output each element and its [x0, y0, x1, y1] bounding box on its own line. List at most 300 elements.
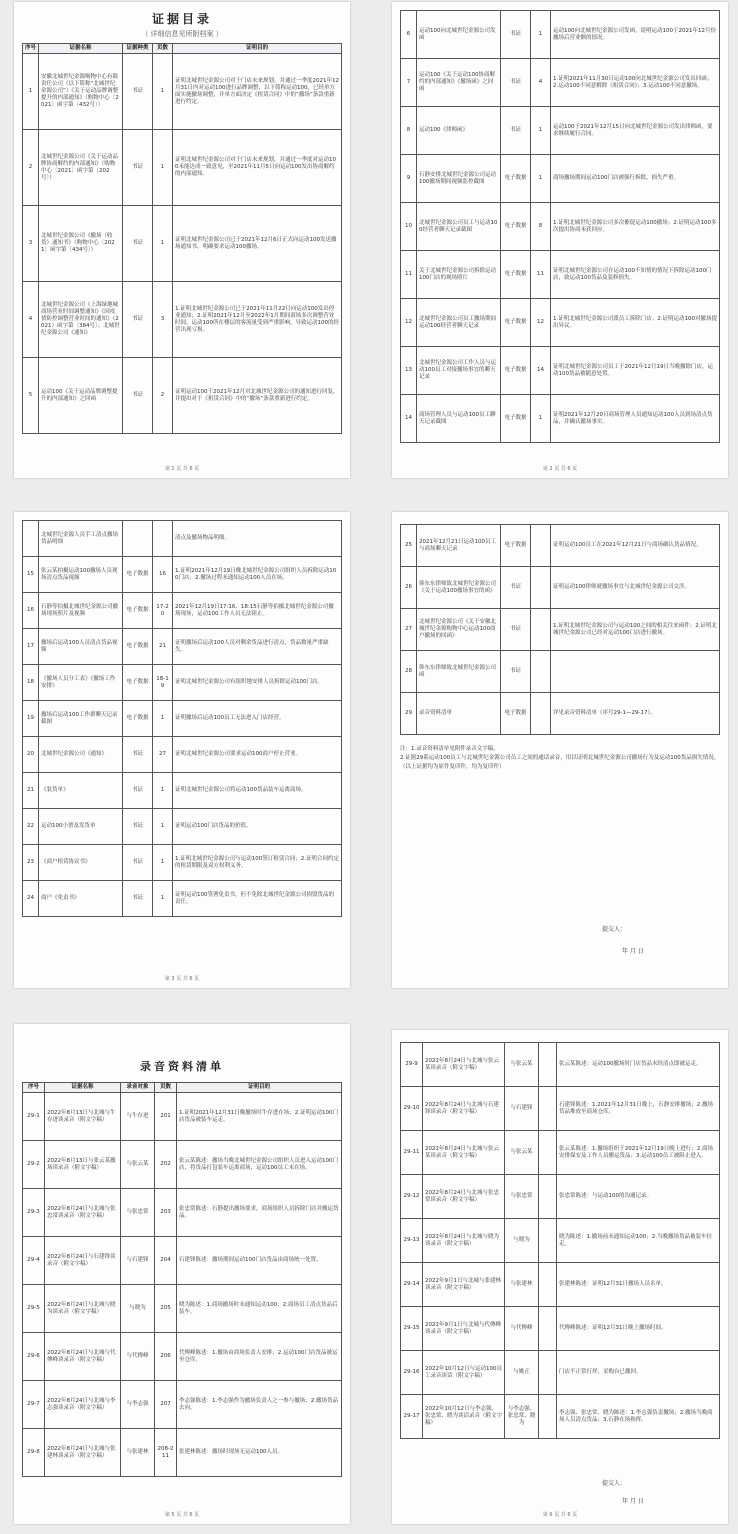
- proof-purpose: 运动100向北城世纪金源公司发函，说明运动100于2021年12月份撤场后营业额的情况。: [551, 11, 720, 59]
- table-row: [23, 1429, 342, 1477]
- row-number: 12: [401, 299, 417, 347]
- page-count: 205: [155, 1285, 177, 1333]
- proof-purpose: 晓为陈述：1.撤场前未通知运动100；2.当晚撤场货品被装车拉走。: [557, 1219, 720, 1263]
- evidence-type: 书证: [501, 107, 531, 155]
- recording-subject: 与张忠常: [505, 1175, 539, 1219]
- row-number: 29-5: [23, 1285, 45, 1333]
- row-number: 29-10: [401, 1087, 423, 1131]
- recording-name: 2022年9月1日与北城与张建林谈录音（附文字稿）: [423, 1263, 505, 1307]
- table-row: [23, 593, 342, 629]
- table-row: [23, 1141, 342, 1189]
- evidence-name: 运动100向北城世纪金源公司发函: [417, 11, 501, 59]
- proof-purpose: 张忠常陈述：石静提出撤场要求，商场组织人员拆除门店并搬运货品。: [177, 1189, 342, 1237]
- page-count: 202: [155, 1141, 177, 1189]
- column-header: 页数: [153, 44, 173, 54]
- proof-purpose: 证明北城世纪金源公司对于门店未来规划，并通过一季度2021年12月31日内对运动100进行品牌调整，以下简称运动100，已经单方面实施撤场调整，并单方面决定《租赁合同》中的“撤场”条款重新进行约定。: [173, 54, 342, 130]
- evidence-table-4: [400, 524, 720, 735]
- table-row: [401, 1351, 720, 1395]
- page-count: 1: [153, 845, 173, 881]
- recording-subject: 与晓为: [505, 1219, 539, 1263]
- table-row: [401, 525, 720, 567]
- page-count: 1: [153, 773, 173, 809]
- proof-purpose: 证明运动100律师就撤场事宜与北城世纪金源公司交涉。: [551, 567, 720, 609]
- recording-subject: 与姚正: [505, 1351, 539, 1395]
- row-number: 24: [23, 881, 39, 917]
- evidence-type: 书证: [123, 773, 153, 809]
- page-count: 1: [153, 881, 173, 917]
- row-number: 29-11: [401, 1131, 423, 1175]
- row-number: 29-15: [401, 1307, 423, 1351]
- row-number: 29-7: [23, 1381, 45, 1429]
- page-count: [539, 1307, 557, 1351]
- proof-purpose: 证明北城世纪金源公司在运动100不知情的情况下拆除运动100门店，致运动100货品及装修损失。: [551, 251, 720, 299]
- recording-name: 2022年8月24日与北城与石建锋谈录音（附文字稿）: [423, 1087, 505, 1131]
- evidence-type: 书证: [123, 130, 153, 206]
- proof-purpose: 详见录音资料清单（序号29-1—29-17）。: [551, 693, 720, 735]
- page-count: [531, 525, 551, 567]
- evidence-type: 电子数据: [501, 251, 531, 299]
- evidence-type: 电子数据: [501, 203, 531, 251]
- submitter-label: 提交人：: [602, 926, 627, 933]
- table-row: [23, 1333, 342, 1381]
- row-number: 2: [23, 130, 39, 206]
- recording-name: 2022年8月24日与北城与张忠常谈录音（附文字稿）: [45, 1189, 121, 1237]
- recording-name: 2022年8月24日与北城与晓为谈录音（附文字稿）: [423, 1219, 505, 1263]
- table-row: [401, 1043, 720, 1087]
- row-number: 29-16: [401, 1351, 423, 1395]
- table-row: [401, 299, 720, 347]
- page-count: 2: [153, 358, 173, 434]
- evidence-type: 电子数据: [123, 629, 153, 665]
- page-count: 201: [155, 1093, 177, 1141]
- recording-name: 2022年8月24日与北城与张忠常谈录音（附文字稿）: [423, 1175, 505, 1219]
- row-number: 17: [23, 629, 39, 665]
- evidence-name: 北城世纪金源公司员工与运动100经营者聊天记录截图: [417, 203, 501, 251]
- row-number: [23, 521, 39, 557]
- recording-subject: 与代傳峰: [505, 1307, 539, 1351]
- table-row: [23, 130, 342, 206]
- row-number: 14: [401, 395, 417, 443]
- table-row: [23, 1093, 342, 1141]
- page-footer: 第 5 页 共 6 页: [164, 1512, 200, 1518]
- evidence-name: 北城世纪金源公司《上海绿地城商场营业时间调整通知》《因疫情防控调整营业时间的通知》（2021）函字第〔384号〕；北城世纪金源公司《通知》: [39, 282, 123, 358]
- proof-purpose: 证明北城世纪金源公司已于2021年12月6日正式向运动100发送撤场通知书，明确要求运动100撤场。: [173, 206, 342, 282]
- table-row: [401, 203, 720, 251]
- evidence-name: 撤场后运动100人员清点货品视频: [39, 629, 123, 665]
- table-row: [401, 1263, 720, 1307]
- row-number: 21: [23, 773, 39, 809]
- evidence-type: 电子数据: [501, 693, 531, 735]
- table-row: [401, 651, 720, 693]
- evidence-type: 书证: [123, 845, 153, 881]
- table-row: [23, 737, 342, 773]
- proof-purpose: 张云某陈述：1.撤场组织于2021年12月19日晚上进行；2.商场安排保安及工作人员搬运货品；3.运动100员工被阻止进入。: [557, 1131, 720, 1175]
- page-count: 1: [153, 701, 173, 737]
- row-number: 1: [23, 54, 39, 130]
- recording-subject: 与李志强: [121, 1381, 155, 1429]
- evidence-name: 北城世纪金源公司《关于安徽北城世纪金源购物中心运动100商户撤场的回函》: [417, 609, 501, 651]
- date-label: 年 月 日: [622, 1498, 644, 1505]
- page-count: 1: [153, 809, 173, 845]
- evidence-name: 北城世纪金源公司《撤场（收货）通知书》（购物中心〔2021〕函字第〔434号〕）: [39, 206, 123, 282]
- row-number: 18: [23, 665, 39, 701]
- proof-purpose: 1.证明北城世纪金源公司与运动100之间的相关往来函件；2.证明北城世纪金源公司已经对运动100门店进行撤场。: [551, 609, 720, 651]
- row-number: 29-13: [401, 1219, 423, 1263]
- page-footer: 第 3 页 共 6 页: [164, 976, 200, 982]
- column-header: 证明目的: [173, 44, 342, 54]
- evidence-type: 书证: [501, 11, 531, 59]
- row-number: 29-3: [23, 1189, 45, 1237]
- row-number: 29: [401, 693, 417, 735]
- submitter-label: 提交人：: [602, 1480, 627, 1487]
- table-row: [401, 1087, 720, 1131]
- row-number: 29-17: [401, 1395, 423, 1439]
- column-header: 证据名称: [39, 44, 123, 54]
- recording-name: 2022年10月12日与李志强、张忠常、晓为谈话录音（附文字稿）: [423, 1395, 505, 1439]
- page-title: 证据目录: [151, 12, 212, 26]
- recording-subject: 与张建林: [505, 1263, 539, 1307]
- column-header: 证据名称: [45, 1083, 121, 1093]
- page-count: [153, 521, 173, 557]
- row-number: 29-6: [23, 1333, 45, 1381]
- table-row: [23, 881, 342, 917]
- proof-purpose: 1.证明2021年12月31日晚撤场时牛存进在场；2.证明运动100门店货品被装车运走。: [177, 1093, 342, 1141]
- evidence-type: 电子数据: [501, 525, 531, 567]
- proof-purpose: 证明运动100签署免责书，但不免除北城世纪金源公司损毁货品的责任。: [173, 881, 342, 917]
- recording-subject: 与张建林: [121, 1429, 155, 1477]
- evidence-type: 电子数据: [501, 347, 531, 395]
- recording-name: 2022年8月24日与石建锋谈录音（附文字稿）: [45, 1237, 121, 1285]
- note-line: 2.证据29系运动100员工与北城世纪金源公司员工之间的通话录音，用以证明北城世纪金源公司撤场行为及运动100货品损失情况。: [400, 755, 720, 761]
- proof-purpose: 石建锋陈述：撤场期间运动100门店货品由商场统一处置。: [177, 1237, 342, 1285]
- page-count: [539, 1087, 557, 1131]
- page-count: 1: [531, 155, 551, 203]
- page-6: [392, 1030, 728, 1524]
- recording-name: 2022年8月24日与北城与李志强谈录音（附文字稿）: [45, 1381, 121, 1429]
- evidence-table-3: [22, 520, 342, 917]
- page-1: [14, 2, 350, 478]
- table-row: [401, 1175, 720, 1219]
- proof-purpose: 代傳峰陈述：1.撤场由商场负责人安排；2.运动100门店货品被运至仓库。: [177, 1333, 342, 1381]
- row-number: 22: [23, 809, 39, 845]
- evidence-type: 书证: [123, 809, 153, 845]
- table-row: [23, 773, 342, 809]
- evidence-type: [123, 521, 153, 557]
- column-header: 证明目的: [177, 1083, 342, 1093]
- evidence-type: 电子数据: [123, 665, 153, 701]
- page-count: 17-20: [153, 593, 173, 629]
- row-number: 28: [401, 651, 417, 693]
- evidence-name: 北城世纪金源人员手工清点撤场货品明细: [39, 521, 123, 557]
- recording-subject: 与代傳峰: [121, 1333, 155, 1381]
- page-count: [539, 1351, 557, 1395]
- notes-section: [400, 745, 720, 772]
- page-count: [531, 567, 551, 609]
- proof-purpose: 证明北城世纪金源公司对于门店未来规划，并通过一季度对运动100未能达成一致意见，至2021年11月5日向运动100发出协商解约的内部通知。: [173, 130, 342, 206]
- recording-table-1: [22, 1082, 342, 1477]
- proof-purpose: 1.证明北城世纪金源公司与运动100签订租赁合同；2.证明合同约定的租赁期限及双方权利义务。: [173, 845, 342, 881]
- page-count: [539, 1043, 557, 1087]
- table-row: [401, 1395, 720, 1439]
- table-row: [23, 206, 342, 282]
- date-label: 年 月 日: [622, 948, 644, 955]
- page-count: [531, 651, 551, 693]
- table-row: [401, 11, 720, 59]
- row-number: 4: [23, 282, 39, 358]
- table-row: [23, 557, 342, 593]
- evidence-type: 电子数据: [123, 701, 153, 737]
- recording-name: 2022年8月24日与北城与代傳峰谈录音（附文字稿）: [45, 1333, 121, 1381]
- recording-name: 2022年8月24日与北城与张云某谈录音（附文字稿）: [423, 1131, 505, 1175]
- evidence-type: 电子数据: [501, 155, 531, 203]
- column-header: 序号: [23, 44, 39, 54]
- proof-purpose: 证明北城世纪金源公司将运动100货品装车运离商场。: [173, 773, 342, 809]
- proof-purpose: 李志强、张忠常、晓为陈述：1.李志强负责撤场；2.撤场当晚商场人员清点货品；3.石静在场指挥。: [557, 1395, 720, 1439]
- evidence-name: 关于北城世纪金源公司拆除运动100门店的现场照片: [417, 251, 501, 299]
- column-header: 序号: [23, 1083, 45, 1093]
- table-row: [23, 282, 342, 358]
- page-count: 27: [153, 737, 173, 773]
- row-number: 9: [401, 155, 417, 203]
- page-title: 录音资料清单: [140, 1060, 224, 1073]
- page-2: [392, 2, 728, 478]
- table-row: [23, 665, 342, 701]
- table-row: [401, 59, 720, 107]
- evidence-type: 书证: [123, 881, 153, 917]
- proof-purpose: 证明北城世纪金源公司有组织地安排人员拆除运动100门店。: [173, 665, 342, 701]
- row-number: 23: [23, 845, 39, 881]
- row-number: 25: [401, 525, 417, 567]
- table-row: [23, 845, 342, 881]
- evidence-name: 《装货单》: [39, 773, 123, 809]
- proof-purpose: 证明撤场后运动100人员对剩余货品进行清点，货品数量严重缺失。: [173, 629, 342, 665]
- table-row: [401, 155, 720, 203]
- page-count: [539, 1395, 557, 1439]
- proof-purpose: 李志强陈述：1.李志强作为撤场负责人之一参与撤场；2.撤场货品去向。: [177, 1381, 342, 1429]
- page-count: 208-211: [155, 1429, 177, 1477]
- proof-purpose: 商场撤场期间运动100门店被强行拆除，损失严重。: [551, 155, 720, 203]
- column-header: 页数: [155, 1083, 177, 1093]
- proof-purpose: 1.证明2021年12月19日晚北城世纪金源公司组织人员拆除运动100门店；2.撤场过程未通知运动100人员在场。: [173, 557, 342, 593]
- row-number: 11: [401, 251, 417, 299]
- evidence-name: 北城世纪金源公司《通知》: [39, 737, 123, 773]
- evidence-name: 2021年12月21日运动100员工与商场聊天记录: [417, 525, 501, 567]
- page-3: [14, 512, 350, 988]
- page-count: 207: [155, 1381, 177, 1429]
- table-row: [23, 521, 342, 557]
- column-header: 录音对象: [121, 1083, 155, 1093]
- proof-purpose: 证明北城世纪金源公司要求运动100商户停止营业。: [173, 737, 342, 773]
- table-row: [401, 1219, 720, 1263]
- row-number: 29-2: [23, 1141, 45, 1189]
- proof-purpose: 2021年12月19日17:16、18:15石静等拍摄北城世纪金源公司撤场现场，运动100工作人员无法阻止。: [173, 593, 342, 629]
- row-number: 13: [401, 347, 417, 395]
- recording-table-2: [400, 1042, 720, 1439]
- table-row: [401, 609, 720, 651]
- evidence-name: 《商户租赁协议书》: [39, 845, 123, 881]
- table-row: [401, 347, 720, 395]
- page-count: [539, 1219, 557, 1263]
- evidence-name: 北城世纪金源公司员工撤场期间运动100经营者聊天记录: [417, 299, 501, 347]
- row-number: 29-8: [23, 1429, 45, 1477]
- proof-purpose: 张建林陈述：撤场时现场无运动100人员。: [177, 1429, 342, 1477]
- row-number: 29-4: [23, 1237, 45, 1285]
- page-count: 3: [153, 282, 173, 358]
- row-number: 29-1: [23, 1093, 45, 1141]
- evidence-name: 韩东东律师致北城世纪金源公司《关于运动100撤场事宜的函》: [417, 567, 501, 609]
- evidence-table-2: [400, 10, 720, 443]
- page-count: 4: [531, 59, 551, 107]
- proof-purpose: 张云某陈述：撤场当晚北城世纪金源公司组织人员进入运动100门店，将货品打包装车运离商场，运动100员工未在场。: [177, 1141, 342, 1189]
- page-footer: 第 1 页 共 6 页: [164, 466, 200, 472]
- evidence-type: 书证: [123, 282, 153, 358]
- proof-purpose: 证明运动100门店货品的价值。: [173, 809, 342, 845]
- proof-purpose: 1.证明北城世纪金源公司已于2021年11月22日向运动100发出停业通知；2.证明2021年12月至2022年1月期间商场多次调整营业时间，运动100所在楼层的客流量受到严重影响，导致运动100的经营出现亏损。: [173, 282, 342, 358]
- table-row: [401, 107, 720, 155]
- page-count: 1: [153, 206, 173, 282]
- page-count: 21: [153, 629, 173, 665]
- evidence-type: 书证: [123, 54, 153, 130]
- proof-purpose: 运动100于2021年12月15日向北城世纪金源公司发出律师函，要求继续履行合同。: [551, 107, 720, 155]
- column-header: 证据种类: [123, 44, 153, 54]
- evidence-type: 书证: [123, 358, 153, 434]
- table-row: [23, 809, 342, 845]
- recording-name: 2022年8月24日与北城与晓为谈录音（附文字稿）: [45, 1285, 121, 1333]
- row-number: 15: [23, 557, 39, 593]
- proof-purpose: 张建林陈述：证明12月31日撤场人员名单。: [557, 1263, 720, 1307]
- page-count: 16: [153, 557, 173, 593]
- page-count: [531, 609, 551, 651]
- evidence-type: 书证: [501, 609, 531, 651]
- page-count: 204: [155, 1237, 177, 1285]
- table-row: [401, 567, 720, 609]
- row-number: 27: [401, 609, 417, 651]
- recording-subject: 与张云某: [505, 1131, 539, 1175]
- recording-name: 2022年8月24日与北城与张云某谈录音（附文字稿）: [423, 1043, 505, 1087]
- row-number: 8: [401, 107, 417, 155]
- table-row: [23, 1237, 342, 1285]
- proof-purpose: 门店不正常打烊，采购台已撤回。: [557, 1351, 720, 1395]
- table-row: [401, 251, 720, 299]
- recording-name: 2022年8月13日与北城与牛存进谈录音（附文字稿）: [45, 1093, 121, 1141]
- page-count: 14: [531, 347, 551, 395]
- row-number: 20: [23, 737, 39, 773]
- table-row: [23, 1381, 342, 1429]
- proof-purpose: 1.证明北城世纪金源公司多次催促运动100撤场；2.证明运动100多次提出协商未获回应。: [551, 203, 720, 251]
- evidence-name: 《撤场人员分工表》《撤场工作安排》: [39, 665, 123, 701]
- page-count: 1: [153, 54, 173, 130]
- evidence-type: 书证: [123, 206, 153, 282]
- recording-subject: 与石建锋: [505, 1087, 539, 1131]
- page-count: 1: [531, 107, 551, 155]
- table-row: [401, 1131, 720, 1175]
- evidence-name: 商场管理人员与运动100员工聊天记录截图: [417, 395, 501, 443]
- recording-subject: 与李志强、张忠常、晓为: [505, 1395, 539, 1439]
- note-line: 注：1.录音资料清单见附件录音文字稿。: [400, 746, 499, 752]
- evidence-name: 运动100《律师函》: [417, 107, 501, 155]
- row-number: 5: [23, 358, 39, 434]
- row-number: 19: [23, 701, 39, 737]
- evidence-name: 石静等拍摄北城世纪金源公司撤场现场照片及视频: [39, 593, 123, 629]
- page-subtitle: （ 详细信息见所附档案 ）: [141, 30, 223, 38]
- proof-purpose: 石建锋陈述：1.2021年12月31日晚上，石静安排撤场；2.撤场货品堆放至商场仓库。: [557, 1087, 720, 1131]
- row-number: 29-14: [401, 1263, 423, 1307]
- page-count: [531, 693, 551, 735]
- evidence-type: 书证: [501, 567, 531, 609]
- proof-purpose: 代傳峰陈述：证明12月31日晚上撤场时间。: [557, 1307, 720, 1351]
- recording-name: 2022年8月13日与张云某撤场谈录音（附文字稿）: [45, 1141, 121, 1189]
- proof-purpose: 证明运动100于2021年12月对北城世纪金源公司的通知进行回复，并提出对于《租赁合同》中的“撤场”条款重新进行约定。: [173, 358, 342, 434]
- row-number: 29-9: [401, 1043, 423, 1087]
- row-number: 29-12: [401, 1175, 423, 1219]
- page-footer: 第 6 页 共 6 页: [542, 1512, 578, 1518]
- recording-subject: 与牛存进: [121, 1093, 155, 1141]
- recording-subject: 与晓为: [121, 1285, 155, 1333]
- table-row: [401, 1307, 720, 1351]
- evidence-name: 张云某拍摄运动100撤场人员现场清点货品视频: [39, 557, 123, 593]
- page-count: 206: [155, 1333, 177, 1381]
- page-5: [14, 1024, 350, 1524]
- evidence-table-1: [22, 43, 342, 434]
- evidence-name: 运动100《关于运动100协商解约的内部通知》《撤场函》之回函: [417, 59, 501, 107]
- table-row: [23, 1189, 342, 1237]
- evidence-name: 石静安排北城世纪金源公司运动100撤场期间视频监控截图: [417, 155, 501, 203]
- proof-purpose: 1.证明北城世纪金源公司派员工拆除门店；2.证明运动100对撤场提出异议。: [551, 299, 720, 347]
- table-row: [23, 1285, 342, 1333]
- recording-name: 2022年10月12日与运动100员工录音谈话（附文字稿）: [423, 1351, 505, 1395]
- evidence-type: 书证: [501, 59, 531, 107]
- evidence-name: 录音资料清单: [417, 693, 501, 735]
- evidence-name: 北城世纪金源公司《关于运动品牌协商解约的内部通知》（购物中心〔2021〕函字第〔202号〕）: [39, 130, 123, 206]
- page-count: 1: [531, 11, 551, 59]
- table-row: [23, 701, 342, 737]
- table-row: [23, 54, 342, 130]
- table-row: [23, 358, 342, 434]
- evidence-type: 书证: [501, 651, 531, 693]
- proof-purpose: [551, 651, 720, 693]
- evidence-type: 电子数据: [123, 593, 153, 629]
- proof-purpose: 张忠常陈述：与运动100的沟通记录。: [557, 1175, 720, 1219]
- evidence-name: 北城世纪金源公司工作人员与运动100员工对接撤场事宜的聊天记录: [417, 347, 501, 395]
- page-footer: 第 2 页 共 6 页: [542, 466, 578, 472]
- row-number: 7: [401, 59, 417, 107]
- recording-subject: 与张云某: [505, 1043, 539, 1087]
- evidence-type: 书证: [123, 737, 153, 773]
- recording-name: 2022年9月1日与北城与代傳峰谈录音（附文字稿）: [423, 1307, 505, 1351]
- page-count: [539, 1175, 557, 1219]
- proof-purpose: 证明2021年12月20日商场管理人员通知运动100人员到场清点货品，并确认撤场事实。: [551, 395, 720, 443]
- proof-purpose: 证明北城世纪金源公司员工于2021年12月19日当晚撤除门店，运动100货品被随意处置。: [551, 347, 720, 395]
- evidence-type: 电子数据: [123, 557, 153, 593]
- page-count: 8: [531, 203, 551, 251]
- evidence-name: 商户《免责书》: [39, 881, 123, 917]
- row-number: 6: [401, 11, 417, 59]
- proof-purpose: 1.证明2021年11月30日运动100向北城世纪金源公司发出回函；2.运动100不同意解除《租赁合同》；3.运动100不同意撤场。: [551, 59, 720, 107]
- proof-purpose: 证明撤场后运动100员工无法进入门店经营。: [173, 701, 342, 737]
- page-count: 1: [153, 130, 173, 206]
- page-count: [539, 1131, 557, 1175]
- row-number: 26: [401, 567, 417, 609]
- note-line: （以上证据均为原件复印件，均为复印件）: [400, 764, 505, 770]
- page-count: 203: [155, 1189, 177, 1237]
- evidence-name: 撤场后运动100工作群聊天记录截图: [39, 701, 123, 737]
- table-row: [23, 629, 342, 665]
- evidence-name: 韩东东律师致北城世纪金源公司函: [417, 651, 501, 693]
- page-4: [392, 512, 728, 988]
- recording-subject: 与石建锋: [121, 1237, 155, 1285]
- table-row: [401, 693, 720, 735]
- page-count: 1: [531, 395, 551, 443]
